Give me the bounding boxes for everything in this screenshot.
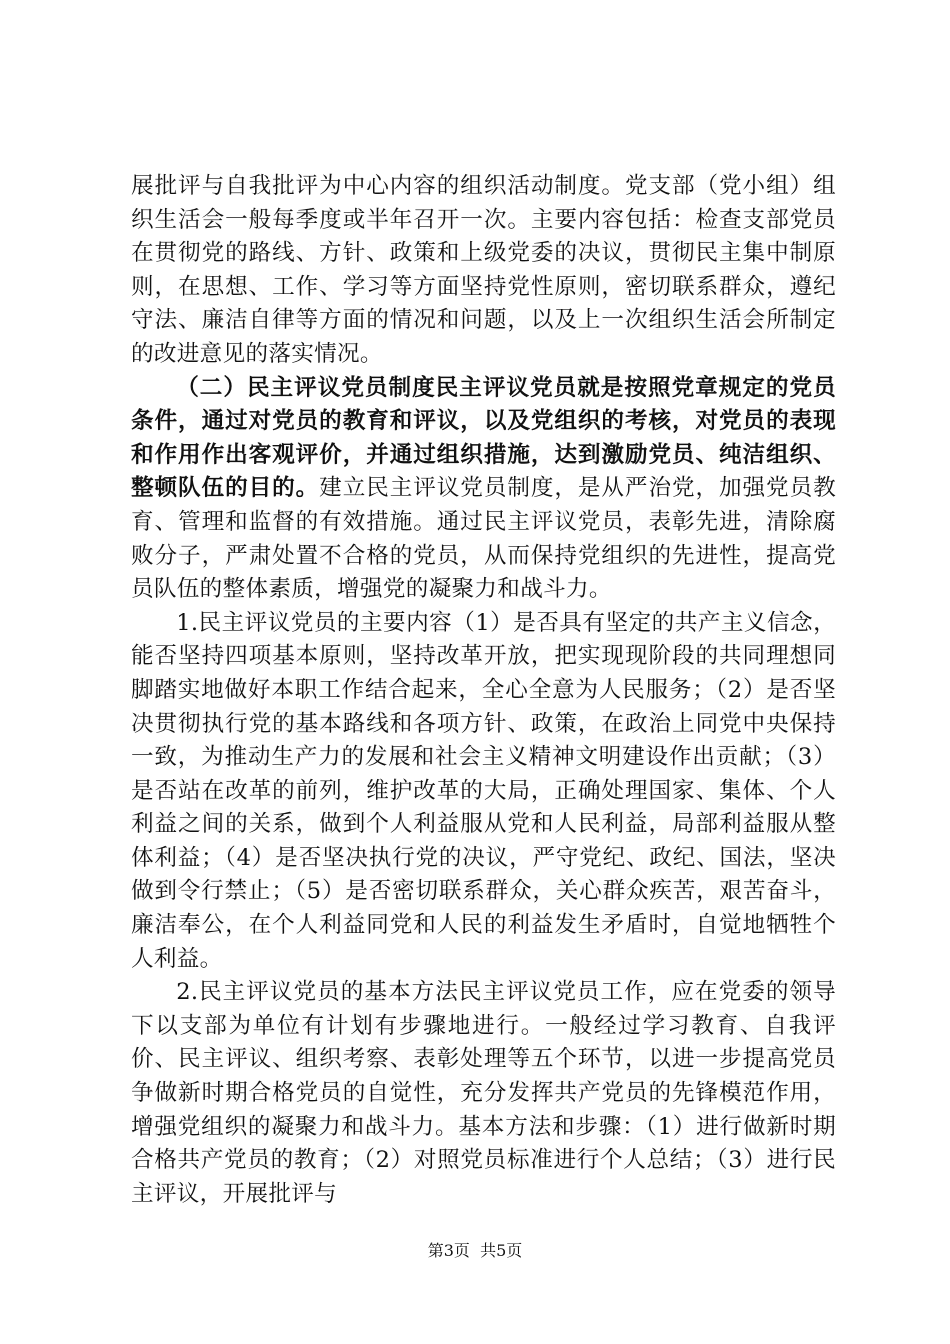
paragraph-3	[131, 607, 836, 977]
paragraph-4-text: 2.民主评议党员的基本方法民主评议党员工作，应在党委的领导下以支部为单位有计划有步骤地进行。一般经过学习教育、自我评价、民主评议、组织考察、表彰处理等五个环节，以进一步提高党员争做新时期合格党员的自觉性，充分发挥共产党员的先锋模范作用，增强党组织的凝聚力和战斗力。基本方法和步骤：（1）进行做新时期合格共产党员的教育；（2）对照党员标准进行个人总结；（3）进行民主评议，开展批评与	[131, 979, 836, 1207]
paragraph-2-text: 建立民主评议党员制度，是从严治党，加强党员教育、管理和监督的有效措施。通过民主评议党员，表彰先进，清除腐败分子，严肃处置不合格的党员，从而保持党组织的先进性，提高党员队伍的整体素质，增强党的凝聚力和战斗力。	[131, 475, 836, 603]
paragraph-1-text: 展批评与自我批评为中心内容的组织活动制度。党支部（党小组）组织生活会一般每季度或半年召开一次。主要内容包括：检查支部党员在贯彻党的路线、方针、政策和上级党委的决议，贯彻民主集中制原则，在思想、工作、学习等方面坚持党性原则，密切联系群众，遵纪守法、廉洁自律等方面的情况和问题，以及上一次组织生活会所制定的改进意见的落实情况。	[131, 173, 836, 367]
paragraph-2-bold-heading: （二）民主评议党员制度民主评议党员就是按照党章规定的党员条件，通过对党员的教育和评议，以及党组织的考核，对党员的表现和作用作出客观评价，并通过组织措施，达到激励党员、纯洁组织、整顿队伍的目的。	[131, 374, 836, 502]
paragraph-2	[131, 372, 836, 607]
paragraph-3-text: 1.民主评议党员的主要内容（1）是否具有坚定的共产主义信念，能否坚持四项基本原则，坚持改革开放，把实现现阶段的共同理想同脚踏实地做好本职工作结合起来，全心全意为人民服务；（2）是否坚决贯彻执行党的基本路线和各项方针、政策，在政治上同党中央保持一致，为推动生产力的发展和社会主义精神文明建设作出贡献；（3）是否站在改革的前列，维护改革的大局，正确处理国家、集体、个人利益之间的关系，做到个人利益服从党和人民利益，局部利益服从整体利益；（4）是否坚决执行党的决议，严守党纪、政纪、国法，坚决做到令行禁止；（5）是否密切联系群众，关心群众疾苦，艰苦奋斗，廉洁奉公，在个人利益同党和人民的利益发生矛盾时，自觉地牺牲个人利益。	[131, 609, 836, 972]
page-number: 第3页	[427, 1241, 470, 1260]
page-footer	[0, 1241, 950, 1261]
total-pages: 共5页	[480, 1241, 523, 1260]
document-body	[131, 170, 836, 1211]
paragraph-1	[131, 170, 836, 372]
paragraph-4	[131, 976, 836, 1211]
